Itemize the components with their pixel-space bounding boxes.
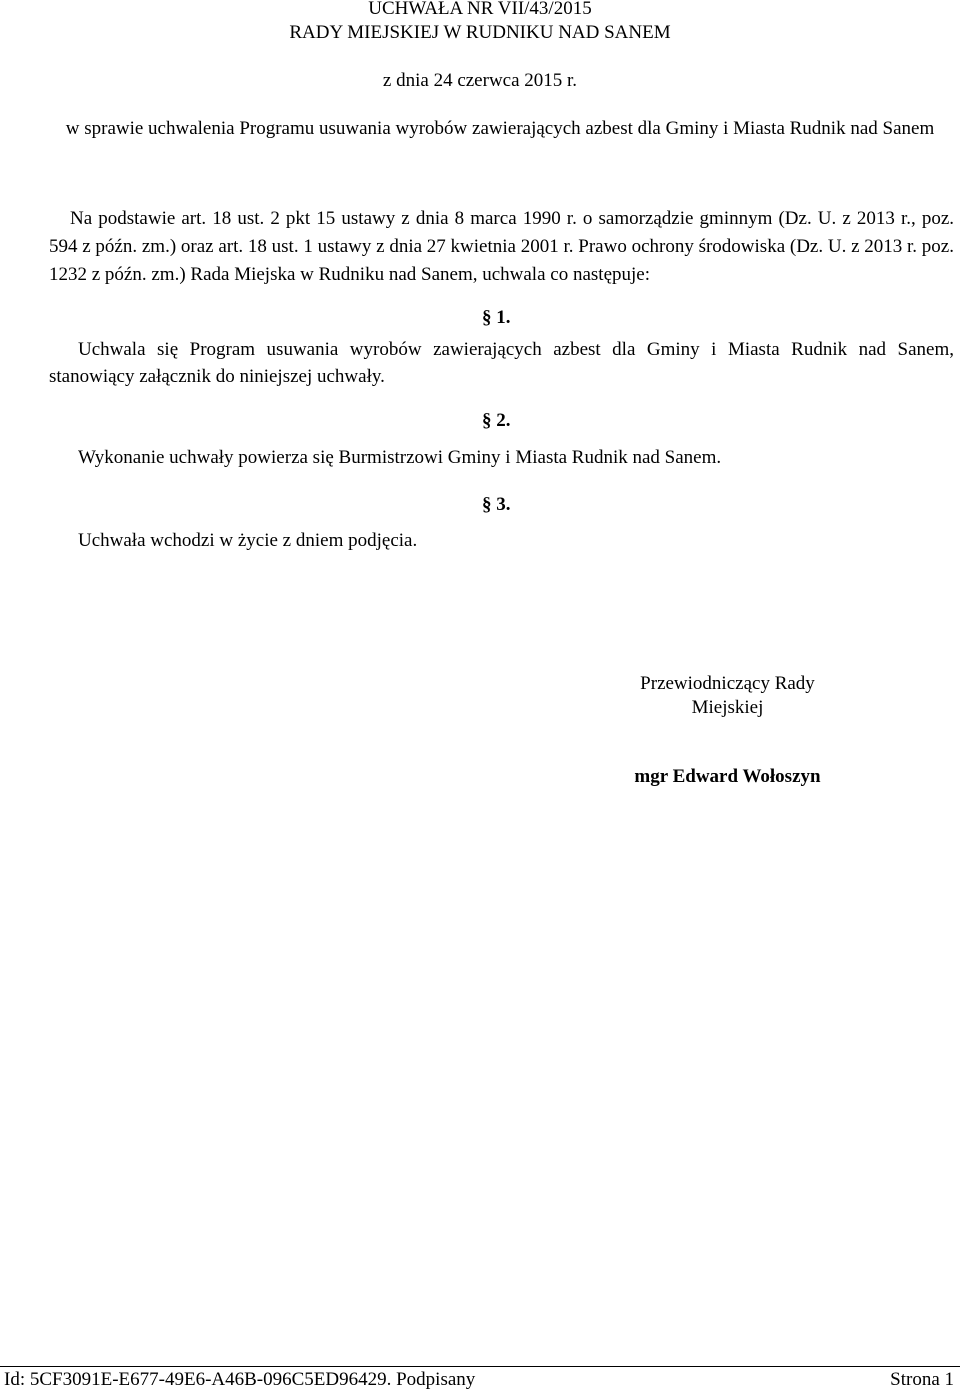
document-title: [0, 0, 960, 45]
section-text-3: Uchwała wchodzi w życie z dniem podjęcia.: [78, 530, 418, 551]
title-line-2: RADY MIEJSKIEJ W RUDNIKU NAD SANEM: [289, 22, 671, 43]
document-subject: w sprawie uchwalenia Programu usuwania wyrobów zawierających azbest dla Gminy i Miasta Rudnik nad Sanem: [65, 118, 935, 139]
footer-document-id: Id: 5CF3091E-E677-49E6-A46B-096C5ED96429. Podpisany: [4, 1369, 476, 1390]
signature-role-line-2: Miejskiej: [691, 697, 764, 718]
signature-role: [600, 672, 855, 720]
title-line-1: UCHWAŁA NR VII/43/2015: [368, 0, 592, 19]
document-date: z dnia 24 czerwca 2015 r.: [382, 70, 578, 91]
page-footer: [0, 1366, 960, 1392]
signature-name: mgr Edward Wołoszyn: [634, 766, 821, 787]
signature-role-line-1: Przewiodniczący Rady: [640, 673, 815, 694]
section-text-2: Wykonanie uchwały powierza się Burmistrzowi Gminy i Miasta Rudnik nad Sanem.: [78, 447, 722, 468]
section-mark-3: § 3.: [482, 494, 511, 515]
section-text-1: Uchwala się Program usuwania wyrobów zawierających azbest dla Gminy i Miasta Rudnik nad Sanem, stanowiący załącznik do niniejszej uchwały.: [49, 339, 954, 387]
preamble: Na podstawie art. 18 ust. 2 pkt 15 ustawy z dnia 8 marca 1990 r. o samorządzie gminnym (Dz. U. z 2013 r., poz. 594 z późn. zm.) oraz art. 18 ust. 1 ustawy z dnia 27 kwietnia 2001 r. Prawo ochrony środowiska (Dz. U. z 2013 r. poz. 1232 z późn. zm.) Rada Miejska w Rudniku nad Sanem, uchwala co następuje:: [49, 208, 954, 285]
section-mark-1: § 1.: [482, 307, 511, 328]
footer-page-number: Strona 1: [890, 1369, 954, 1390]
section-mark-2: § 2.: [482, 410, 511, 431]
